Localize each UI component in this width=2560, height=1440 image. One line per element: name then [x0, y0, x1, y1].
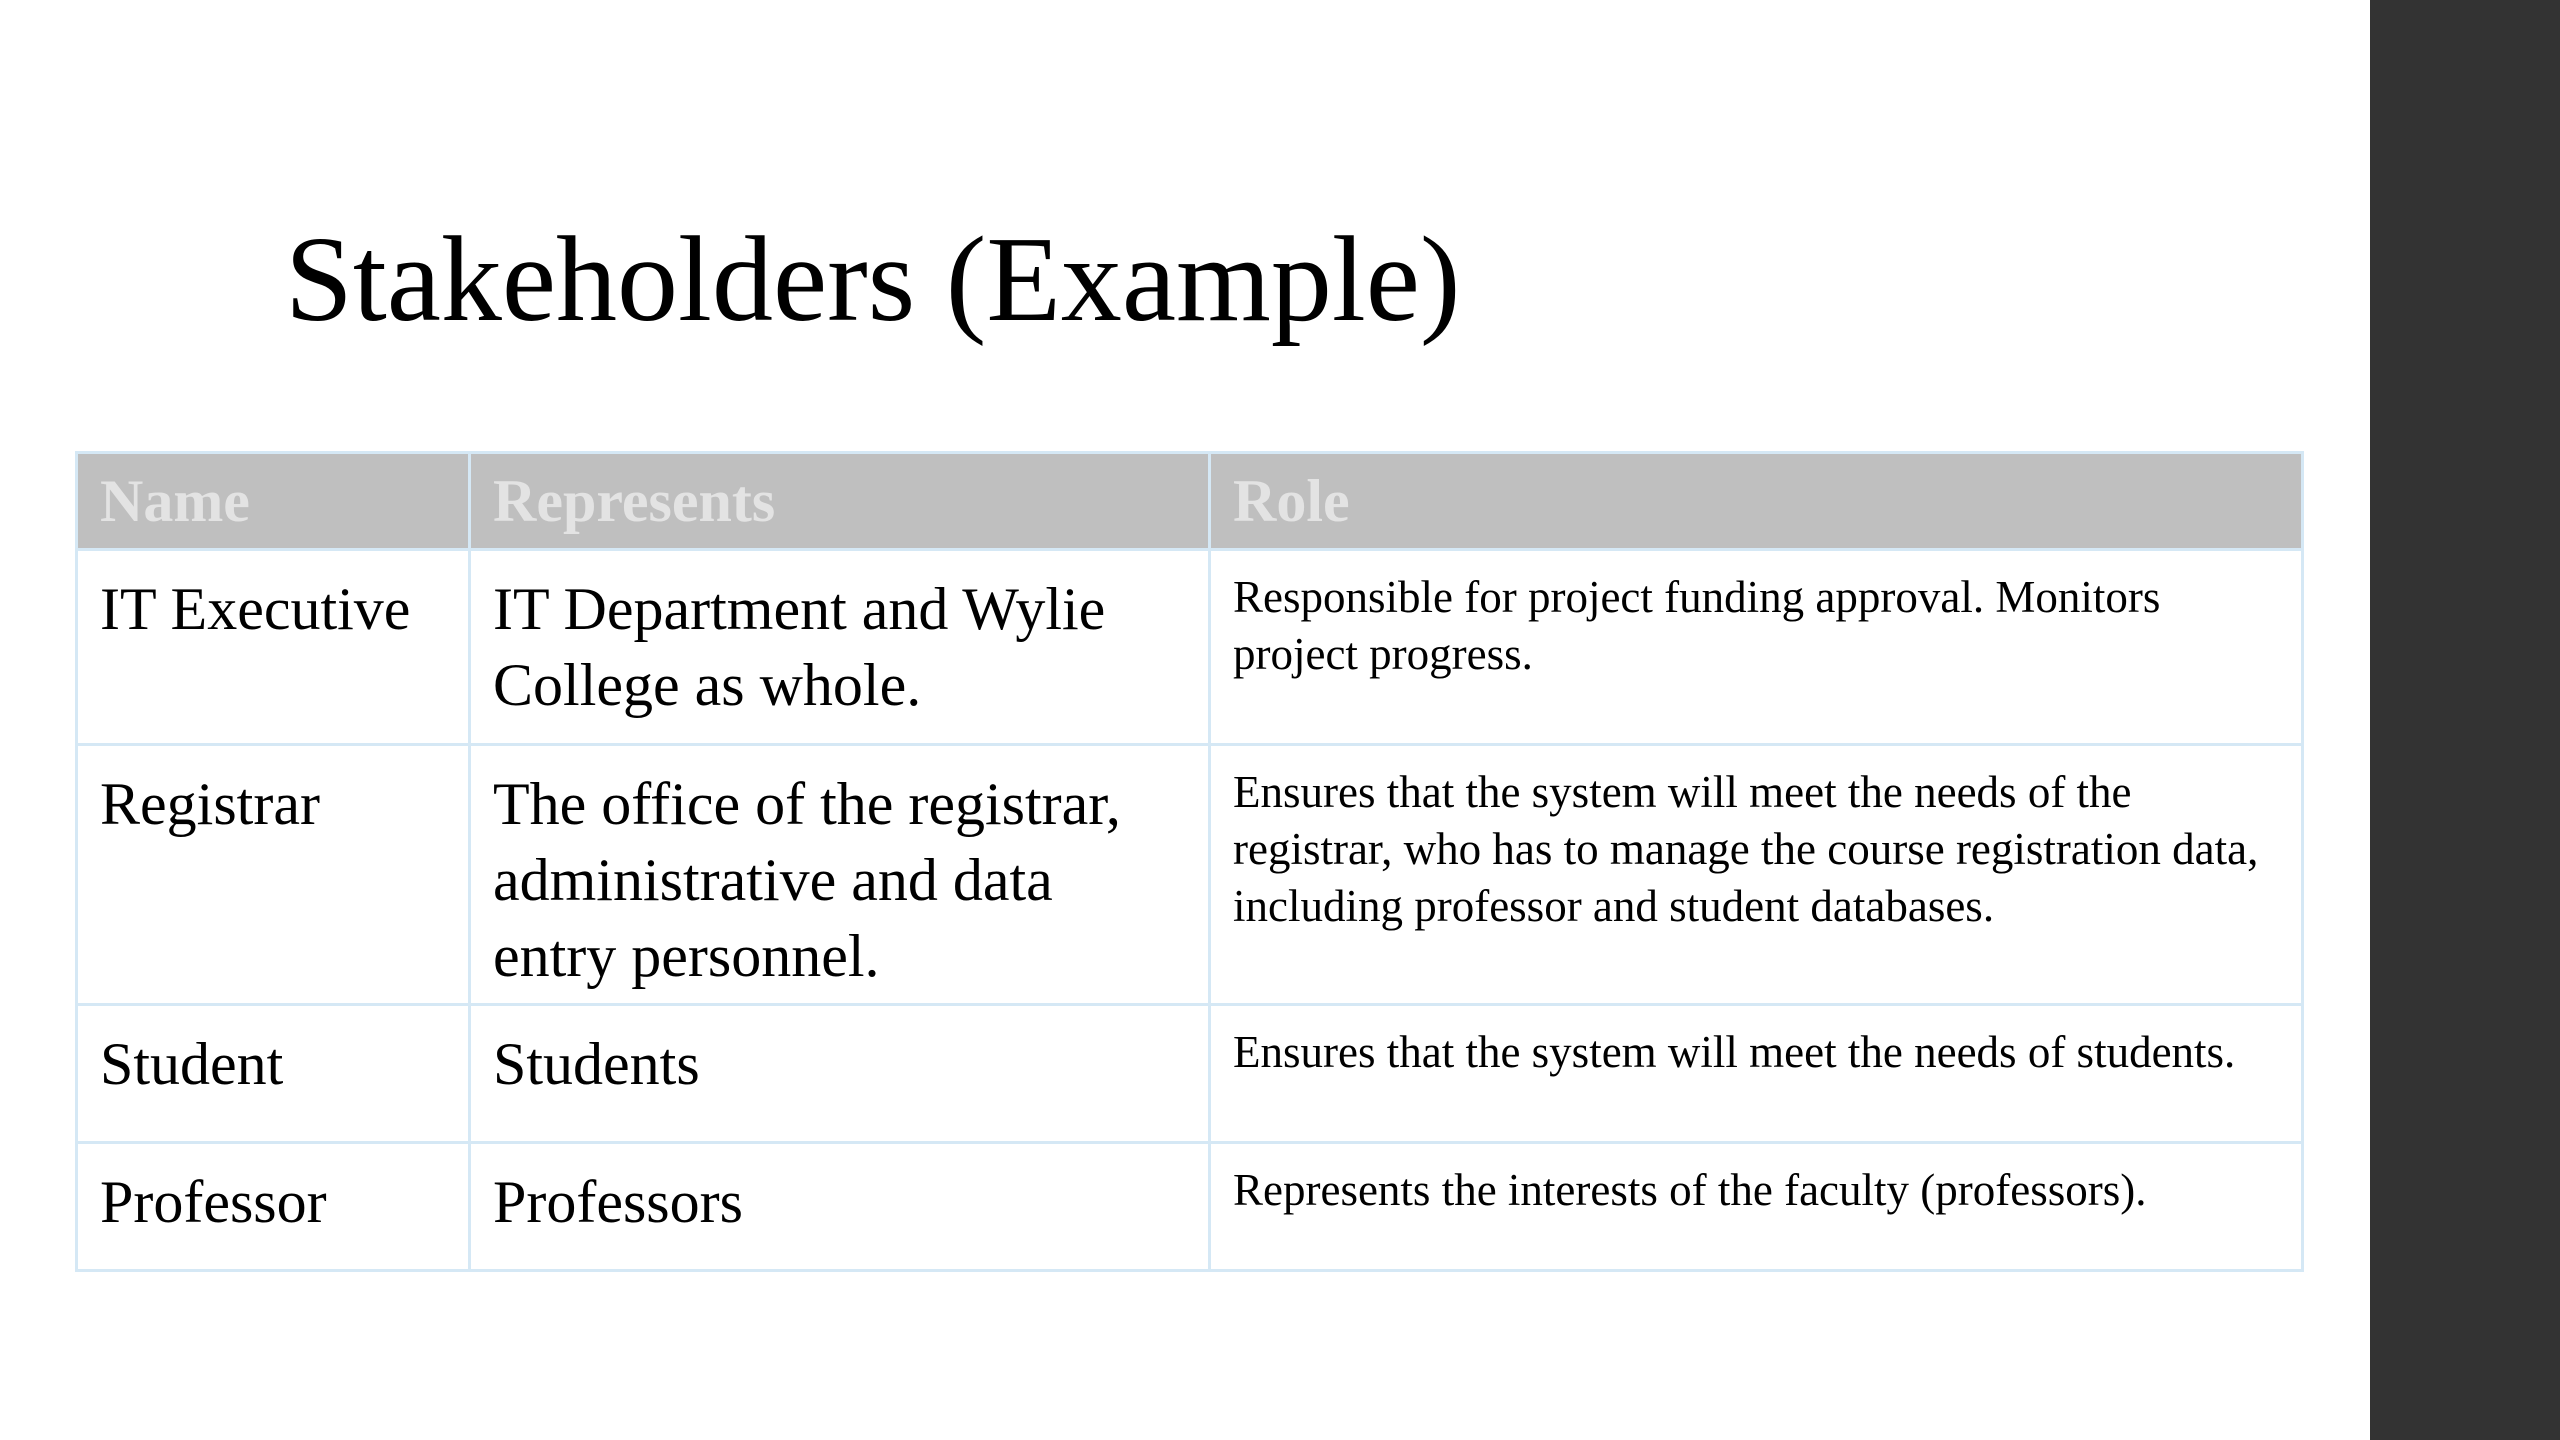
side-panel	[2370, 0, 2560, 1440]
cell-name: Professor	[77, 1143, 470, 1271]
table-row	[77, 1143, 2303, 1271]
table-header	[77, 453, 2303, 550]
table-row	[77, 1005, 2303, 1143]
cell-represents: IT Department and Wylie College as whole.	[470, 550, 1210, 745]
cell-represents: Professors	[470, 1143, 1210, 1271]
header-name: Name	[77, 453, 470, 550]
cell-role: Represents the interests of the faculty (professors).	[1210, 1143, 2303, 1271]
cell-role: Ensures that the system will meet the needs of students.	[1210, 1005, 2303, 1143]
slide-title: Stakeholders (Example)	[285, 212, 1461, 347]
table-body	[77, 550, 2303, 1271]
header-represents: Represents	[470, 453, 1210, 550]
cell-name: IT Executive	[77, 550, 470, 745]
table-row	[77, 550, 2303, 745]
header-role: Role	[1210, 453, 2303, 550]
cell-represents: The office of the registrar, administrative and data entry personnel.	[470, 745, 1210, 1005]
cell-role: Responsible for project funding approval. Monitors project progress.	[1210, 550, 2303, 745]
header-row	[77, 453, 2303, 550]
cell-name: Student	[77, 1005, 470, 1143]
stakeholders-table	[75, 451, 2304, 1272]
cell-represents: Students	[470, 1005, 1210, 1143]
cell-name: Registrar	[77, 745, 470, 1005]
cell-role: Ensures that the system will meet the needs of the registrar, who has to manage the course registration data, including professor and student databases.	[1210, 745, 2303, 1005]
table-row	[77, 745, 2303, 1005]
